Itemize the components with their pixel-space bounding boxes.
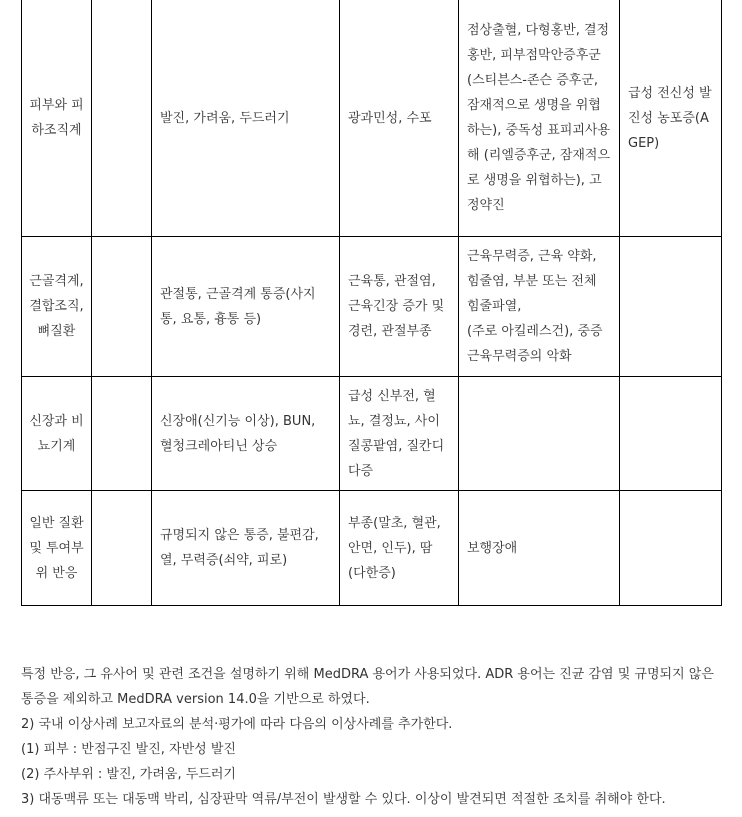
uncommon-cell: 근육통, 관절염, 근육긴장 증가 및 경련, 관절부종: [340, 237, 459, 377]
note-2-2: (2) 주사부위 : 발진, 가려움, 두드러기: [21, 767, 236, 782]
rare-cell: 점상출혈, 다형홍반, 결정홍반, 피부점막안증후군(스티븐스-존슨 증후군, 잠재적으로 생명을 위협하는), 중독성 표피괴사용해 (리엘증후군, 잠재적으로 생명을 위협하는), 고정약진: [459, 0, 620, 237]
note-3: 3) 대동맥류 또는 대동맥 박리, 심장판막 역류/부전이 발생할 수 있다. 이상이 발견되면 적절한 조치를 취해야 한다.: [21, 792, 666, 807]
rare-cell: 보행장애: [459, 491, 620, 606]
common-cell: 신장애(신기능 이상), BUN, 혈청크레아티닌 상승: [152, 377, 340, 491]
rare-cell: [459, 237, 620, 377]
organ-cell: 일반 질환 및 투여부위 반응: [22, 491, 92, 606]
adverse-reactions-table: [21, 0, 722, 606]
uncommon-cell: 부종(말초, 혈관, 안면, 인두), 땀(다한증): [340, 491, 459, 606]
table-row-skin: [22, 0, 722, 237]
very-rare-cell: 급성 전신성 발진성 농포증(AGEP): [620, 0, 722, 237]
note-2: 2) 국내 이상사례 보고자료의 분석·평가에 따라 다음의 이상사례를 추가한다.: [21, 717, 453, 732]
very-rare-cell: [620, 491, 722, 606]
common-cell: 관절통, 근골격계 통증(사지통, 요통, 흉통 등): [152, 237, 340, 377]
rare-line-1: 근육무력증, 근육 약화, 힘줄염, 부분 또는 전체 힘줄파열,: [467, 249, 597, 314]
notes-section: [21, 662, 721, 812]
common-cell: 규명되지 않은 통증, 불편감, 열, 무력증(쇠약, 피로): [152, 491, 340, 606]
freq-cell: [92, 237, 152, 377]
uncommon-cell: 광과민성, 수포: [340, 0, 459, 237]
freq-cell: [92, 0, 152, 237]
rare-cell: [459, 377, 620, 491]
note-2-1: (1) 피부 : 반점구진 발진, 자반성 발진: [21, 742, 236, 757]
table-row-musculoskeletal: [22, 237, 722, 377]
uncommon-cell: 급성 신부전, 혈뇨, 결정뇨, 사이질콩팥염, 질칸디다증: [340, 377, 459, 491]
meddra-note: 특정 반응, 그 유사어 및 관련 조건을 설명하기 위해 MedDRA 용어가 사용되었다. ADR 용어는 진균 감염 및 규명되지 않은 통증을 제외하고 MedDRA version 14.0을 기반으로 하였다.: [21, 667, 714, 707]
rare-line-2: (주로 아킬레스건), 중증 근육무력증의 악화: [467, 324, 603, 364]
table-row-renal: [22, 377, 722, 491]
table-row-general: [22, 491, 722, 606]
common-cell: 발진, 가려움, 두드러기: [152, 0, 340, 237]
organ-cell: 신장과 비뇨기계: [22, 377, 92, 491]
organ-cell: 피부와 피하조직계: [22, 0, 92, 237]
very-rare-cell: [620, 377, 722, 491]
very-rare-cell: [620, 237, 722, 377]
freq-cell: [92, 377, 152, 491]
freq-cell: [92, 491, 152, 606]
organ-cell: 근골격계, 결합조직, 뼈질환: [22, 237, 92, 377]
